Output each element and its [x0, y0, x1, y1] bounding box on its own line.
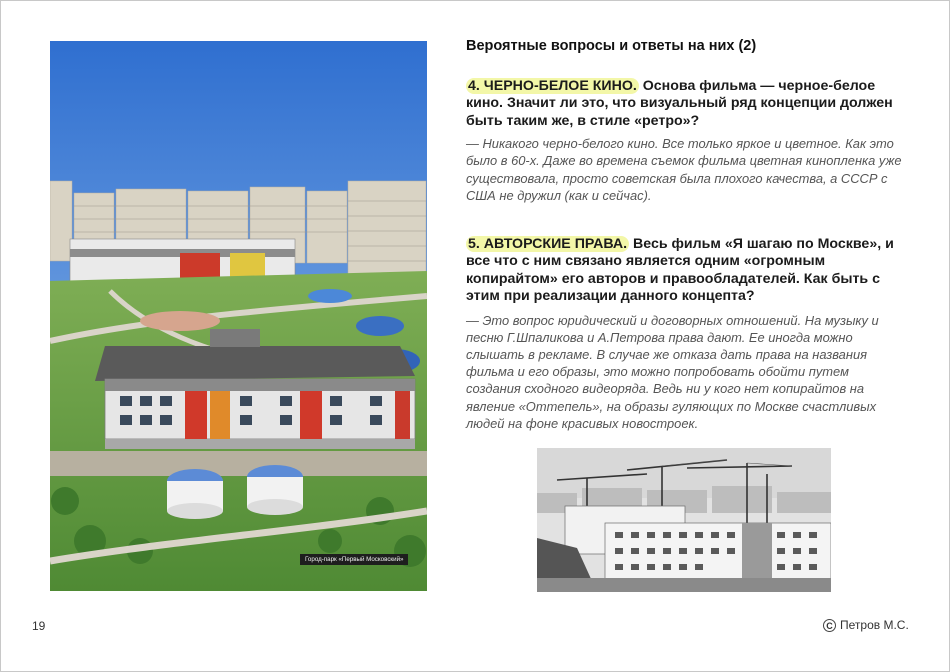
page-title: Вероятные вопросы и ответы на них (2): [466, 38, 757, 54]
page-number: 19: [32, 619, 46, 633]
copyright-footer: [823, 618, 909, 632]
qa-block-4: [466, 78, 906, 204]
answer-5: — Это вопрос юридический и договорных отношений. На музыку и песню Г.Шпаликова и А.Петрова права дают. Ее иногда можно слышать в рекламе. В случае же отказа дать права на названия фильма и его образы, это можно попробовать обойти путем создания сходного видеоряда. Ведь ни у кого нет копирайтов на явление «Оттепель», на образы гуляющих по Москве счастливых людей на фоне красивых новостроек.: [466, 312, 879, 431]
photo-caption: Город-парк «Первый Московский»: [300, 554, 408, 565]
qa-block-5: [466, 236, 906, 432]
answer-4: — Никакого черно-белого кино. Все только яркое и цветное. Как это было в 60-х. Даже во времена съемок фильма цветная кинопленка уже существовала, просто советская была плохого качества, а СССР с США не дружил (как и сейчас).: [466, 136, 902, 203]
copyright-icon: C: [823, 619, 836, 632]
photo-construction-bw: [537, 448, 831, 592]
question-tag-4: 4. ЧЕРНО-БЕЛОЕ КИНО.: [468, 78, 637, 94]
author-name: Петров М.С.: [840, 618, 909, 632]
question-text-4: Основа фильма — черное-белое кино. Значит ли это, что визуальный ряд концепции должен быть таким же, в стиле «ретро»?: [466, 78, 893, 129]
photo-modern-district: [50, 41, 427, 591]
question-text-5: Весь фильм «Я шагаю по Москве», и все что с ним связано является одним «огромным копирайтом» его авторов и правообладателей. Как быть с этим при реализации данного концепта?: [466, 236, 894, 305]
question-4: [466, 78, 906, 130]
question-5: [466, 236, 906, 306]
question-tag-5: 5. АВТОРСКИЕ ПРАВА.: [468, 236, 628, 252]
